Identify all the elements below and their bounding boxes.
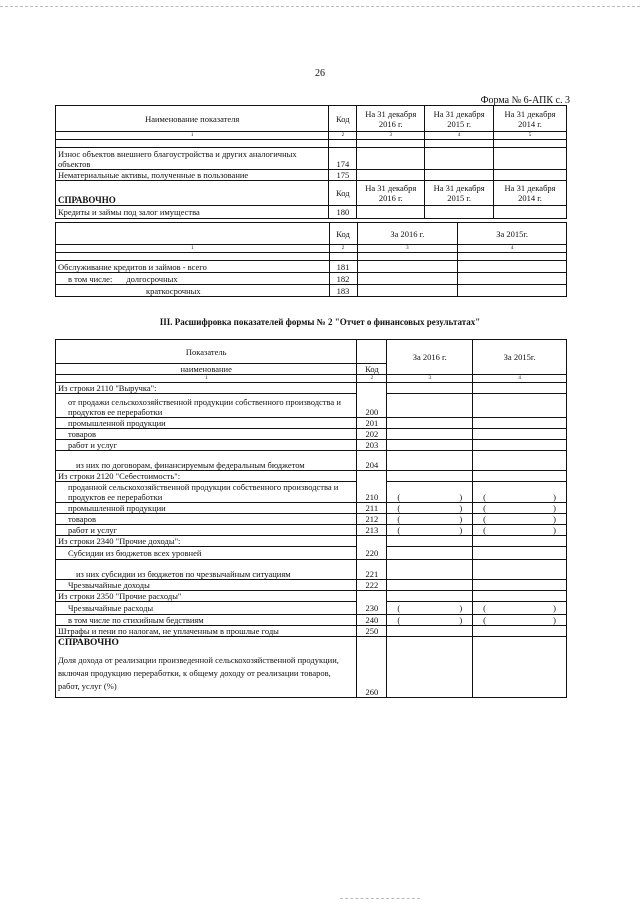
col-header-code: Код	[357, 364, 387, 375]
row-name: Кредиты и займы под залог имущества	[56, 206, 329, 219]
table-row	[56, 514, 567, 525]
row-name: в том числе: долгосрочных	[56, 273, 330, 285]
row-name: Чрезвычайные расходы	[56, 602, 357, 615]
col-header-code: Код	[329, 223, 357, 245]
row-code: 222	[357, 580, 387, 591]
table-row	[56, 560, 567, 580]
table-row	[56, 451, 567, 471]
reference-label: СПРАВОЧНО	[56, 181, 329, 206]
cell-value[interactable]	[425, 170, 494, 181]
row-name: промышленной продукции	[56, 503, 357, 514]
ref-header-2014: На 31 декабря 2014 г.	[494, 181, 567, 206]
cell-value[interactable]	[357, 261, 458, 273]
cell-value[interactable]	[357, 273, 458, 285]
col-num: 3	[357, 132, 425, 140]
table-row	[56, 148, 567, 170]
col-header-2016: За 2016 г.	[387, 340, 473, 375]
cell-value[interactable]: ( )	[473, 514, 567, 525]
row-code: 220	[357, 547, 387, 560]
table-row	[56, 482, 567, 503]
table-row	[56, 383, 567, 394]
row-name: из них по договорам, финансируемым федеральным бюджетом	[56, 451, 357, 471]
cell-value[interactable]: ( )	[387, 615, 473, 626]
cell-value[interactable]: ( )	[473, 482, 567, 503]
col-num: 3	[387, 375, 473, 383]
table-credits	[55, 222, 567, 297]
col-header-indicator: Показатель	[56, 340, 357, 364]
row-name: от продажи сельскохозяйственной продукции собственного производства и продуктов ее переработки	[56, 394, 357, 418]
cell-value[interactable]	[473, 626, 567, 637]
row-code: 221	[357, 560, 387, 580]
row-name: в том числе по стихийным бедствиям	[56, 615, 357, 626]
col-num: 3	[357, 245, 458, 253]
cell-value[interactable]	[387, 440, 473, 451]
table-financial-results	[55, 339, 567, 698]
cell-value[interactable]	[458, 273, 567, 285]
row-code: 260	[357, 650, 387, 698]
col-header-2016: За 2016 г.	[357, 223, 458, 245]
col-num: 1	[56, 245, 330, 253]
row-name: краткосрочных	[56, 285, 330, 297]
table-row	[56, 536, 567, 547]
cell-value[interactable]	[494, 170, 567, 181]
row-name: Из строки 2340 "Прочие доходы":	[56, 536, 357, 547]
cell-value[interactable]	[473, 429, 567, 440]
row-name: Штрафы и пени по налогам, не уплаченным в прошлые годы	[56, 626, 357, 637]
cell-value[interactable]: ( )	[387, 503, 473, 514]
row-code: 175	[329, 170, 357, 181]
row-code: 174	[329, 148, 357, 170]
col-num: 4	[473, 375, 567, 383]
row-name: работ и услуг	[56, 440, 357, 451]
table-row	[56, 602, 567, 615]
col-header-2016: На 31 декабря 2016 г.	[357, 106, 425, 132]
cell-value[interactable]: ( )	[387, 482, 473, 503]
table-row	[56, 650, 567, 698]
table-row	[56, 170, 567, 181]
col-num: 4	[458, 245, 567, 253]
cell-value[interactable]	[387, 626, 473, 637]
row-name: товаров	[56, 429, 357, 440]
cell-value[interactable]	[494, 206, 567, 219]
col-num: 2	[329, 245, 357, 253]
reference-label: СПРАВОЧНО	[56, 637, 357, 650]
ref-header-2016: На 31 декабря 2016 г.	[357, 181, 425, 206]
cell-value[interactable]	[387, 547, 473, 560]
row-code: 213	[357, 525, 387, 536]
row-name: проданной сельскохозяйственной продукции собственного производства и продуктов ее переработки	[56, 482, 357, 503]
table-row	[56, 580, 567, 591]
row-code: 202	[357, 429, 387, 440]
cell-value[interactable]: ( )	[387, 602, 473, 615]
cell-value[interactable]: ( )	[387, 514, 473, 525]
col-header-name: наименование	[56, 364, 357, 375]
form-label: Форма № 6-АПК с. 3	[480, 95, 570, 106]
row-name: Доля дохода от реализации произведенной сельскохозяйственной продукции, включая продукцию переработки, к общему доходу от реализации товаров, работ, услуг (%)	[56, 650, 357, 698]
row-code: 212	[357, 514, 387, 525]
cell-value[interactable]: ( )	[473, 615, 567, 626]
col-num: 5	[494, 132, 567, 140]
table-row	[56, 471, 567, 482]
table-row	[56, 525, 567, 536]
row-code: 201	[357, 418, 387, 429]
row-name: Субсидии из бюджетов всех уровней	[56, 547, 357, 560]
row-name: из них субсидии из бюджетов по чрезвычайным ситуациям	[56, 560, 357, 580]
cell-value[interactable]	[473, 547, 567, 560]
col-num: 2	[357, 375, 387, 383]
cell-value[interactable]	[458, 285, 567, 297]
table-row	[56, 429, 567, 440]
table-row	[56, 615, 567, 626]
col-num: 1	[56, 132, 329, 140]
table-row	[56, 273, 567, 285]
table-row	[56, 547, 567, 560]
row-name: товаров	[56, 514, 357, 525]
col-num: 4	[425, 132, 494, 140]
table-row	[56, 285, 567, 297]
cell-value[interactable]	[473, 650, 567, 698]
cell-value[interactable]	[387, 451, 473, 471]
col-header-code: Код	[329, 106, 357, 132]
cell-value[interactable]: ( )	[387, 525, 473, 536]
cell-value[interactable]	[357, 285, 458, 297]
row-code: 211	[357, 503, 387, 514]
table-row	[56, 394, 567, 418]
col-header-2015: За 2015г.	[458, 223, 567, 245]
col-header-2015: За 2015г.	[473, 340, 567, 375]
table-row	[56, 626, 567, 637]
section-title: III. Расшифровка показателей формы № 2 "Отчет о финансовых результатах"	[159, 317, 481, 327]
table-row	[56, 206, 567, 219]
row-code: 180	[329, 206, 357, 219]
table-assets	[55, 105, 567, 219]
row-code: 183	[329, 285, 357, 297]
table-row	[56, 503, 567, 514]
table-row	[56, 591, 567, 602]
row-name: Из строки 2120 "Себестоимость":	[56, 471, 357, 482]
cell-value[interactable]	[387, 418, 473, 429]
cell-value[interactable]	[458, 261, 567, 273]
row-code: 182	[329, 273, 357, 285]
cell-value[interactable]	[473, 394, 567, 418]
cell-value[interactable]	[357, 148, 425, 170]
row-code: 204	[357, 451, 387, 471]
ref-code-header: Код	[329, 181, 357, 206]
table-row	[56, 440, 567, 451]
cell-value[interactable]	[357, 206, 425, 219]
cell-value[interactable]: ( )	[473, 525, 567, 536]
col-num: 1	[56, 375, 357, 383]
row-code: 240	[357, 615, 387, 626]
row-name: Износ объектов внешнего благоустройства и других аналогичных объектов	[56, 148, 329, 170]
row-name: Из строки 2110 "Выручка":	[56, 383, 357, 394]
cell-value[interactable]	[473, 440, 567, 451]
scan-artifact-bottom	[340, 898, 420, 899]
cell-value[interactable]	[387, 560, 473, 580]
cell-value[interactable]	[473, 451, 567, 471]
row-name: Нематериальные активы, полученные в пользование	[56, 170, 329, 181]
cell-value[interactable]	[387, 394, 473, 418]
row-code: 200	[357, 394, 387, 418]
table-row	[56, 418, 567, 429]
cell-value[interactable]	[387, 429, 473, 440]
cell-value[interactable]	[473, 418, 567, 429]
col-header-2014: На 31 декабря 2014 г.	[494, 106, 567, 132]
col-header-2015: На 31 декабря 2015 г.	[425, 106, 494, 132]
cell-value[interactable]	[494, 148, 567, 170]
page-number: 26	[315, 68, 325, 79]
scan-artifact-top	[0, 6, 640, 7]
row-code: 230	[357, 602, 387, 615]
cell-value[interactable]	[473, 560, 567, 580]
row-name: Обслуживание кредитов и займов - всего	[56, 261, 330, 273]
row-code: 181	[329, 261, 357, 273]
cell-value[interactable]	[357, 170, 425, 181]
cell-value[interactable]	[425, 206, 494, 219]
row-name: промышленной продукции	[56, 418, 357, 429]
row-code: 210	[357, 482, 387, 503]
col-header-name: Наименование показателя	[56, 106, 329, 132]
ref-header-2015: На 31 декабря 2015 г.	[425, 181, 494, 206]
row-name: работ и услуг	[56, 525, 357, 536]
row-code: 250	[357, 626, 387, 637]
cell-value[interactable]: ( )	[473, 503, 567, 514]
cell-value[interactable]	[425, 148, 494, 170]
table-row	[56, 261, 567, 273]
cell-value[interactable]	[473, 580, 567, 591]
row-name: Из строки 2350 "Прочие расходы"	[56, 591, 357, 602]
row-code: 203	[357, 440, 387, 451]
cell-value[interactable]	[387, 580, 473, 591]
cell-value[interactable]: ( )	[473, 602, 567, 615]
col-num: 2	[329, 132, 357, 140]
row-name: Чрезвычайные доходы	[56, 580, 357, 591]
cell-value[interactable]	[387, 650, 473, 698]
